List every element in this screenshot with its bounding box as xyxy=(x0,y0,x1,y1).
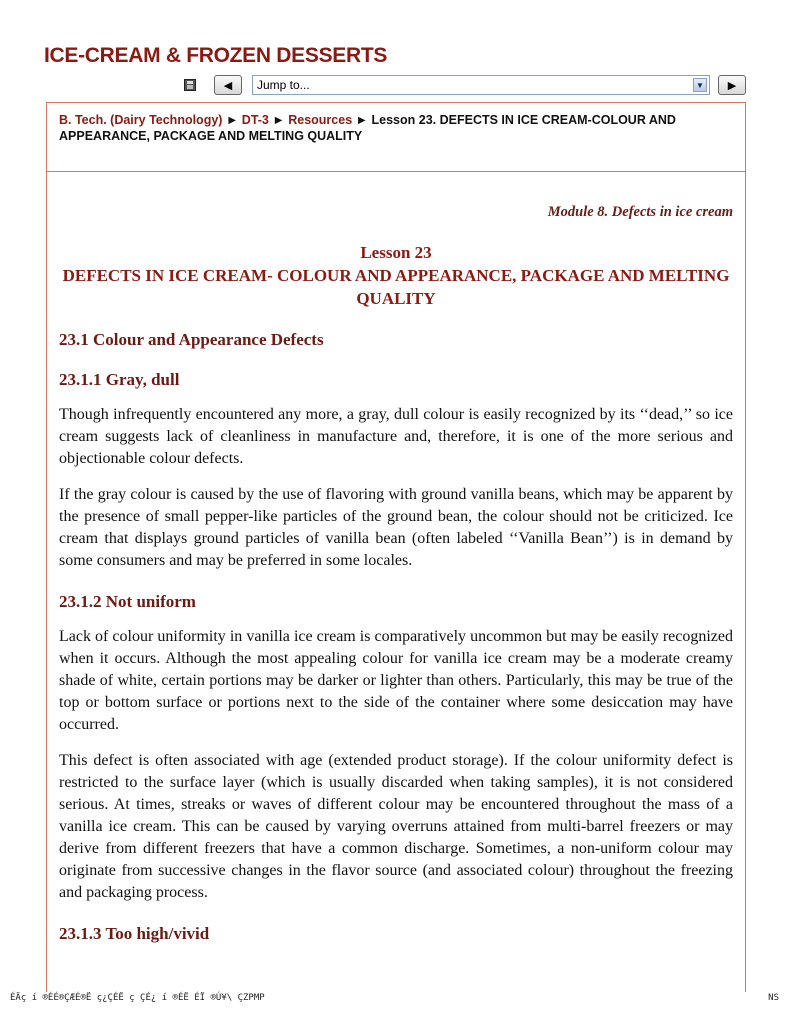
breadcrumb-current: Lesson 23. DEFECTS IN ICE CREAM-COLOUR AND APPEARANCE, PACKAGE AND MELTING QUALITY xyxy=(59,113,676,143)
lesson-content xyxy=(46,172,746,992)
subsection-heading: 23.1.3 Too high/vivid xyxy=(59,924,210,943)
paragraph: If the gray colour is caused by the use of flavoring with ground vanilla beans, which may be apparent by the presence of small pepper-like particles of the ground bean, the colour should not be criticized. Ice cream that displays ground particles of vanilla bean (often labeled ‘‘Vanilla Bean’’) is in demand by some consumers and may be preferred in some locales. xyxy=(59,486,733,569)
previous-button[interactable]: ◀ xyxy=(214,75,242,95)
print-footer-left: ÉÄç í ®ÉÉ®ÇÆÉ®Ë ç¿ÇÉË ç ÇÉ¿ í ®ÉË ÉÏ ®Ú¥\ ÇZPMP xyxy=(10,993,265,1003)
lesson-title: DEFECTS IN ICE CREAM- COLOUR AND APPEARANCE, PACKAGE AND MELTING QUALITY xyxy=(62,266,730,308)
paragraph: Though infrequently encountered any more, a gray, dull colour is easily recognized by its ‘‘dead,’’ so ice cream suggests lack of cleanliness in manufacture and, therefore, it is one of the more serious and objectionable colour defects. xyxy=(59,406,733,467)
breadcrumb-separator: ► xyxy=(225,113,239,127)
section-heading: 23.1 Colour and Appearance Defects xyxy=(59,330,324,349)
subsection-heading: 23.1.1 Gray, dull xyxy=(59,370,180,389)
paragraph: This defect is often associated with age (extended product storage). If the colour uniformity defect is restricted to the surface layer (which is usually discarded when taking samples), it is not considered serious. At times, streaks or waves of different colour may be encountered throughout the mass of a vanilla ice cream. This can be caused by varying overruns attained from multi-barrel freezers or may derive from different freezers that have a common discharge. Sometimes, a non-uniform colour may originate from successive changes in the flavor source (and associated colour) throughout the freezing and packaging process. xyxy=(59,752,733,901)
subsection-heading: 23.1.2 Not uniform xyxy=(59,592,196,611)
next-button[interactable]: ▶ xyxy=(718,75,746,95)
breadcrumb xyxy=(46,102,746,172)
breadcrumb-link-course[interactable]: B. Tech. (Dairy Technology) xyxy=(59,113,223,127)
breadcrumb-link-resources[interactable]: Resources xyxy=(288,113,353,127)
breadcrumb-separator: ► xyxy=(272,113,285,127)
lesson-heading xyxy=(59,241,733,310)
site-title: ICE-CREAM & FROZEN DESSERTS xyxy=(44,44,388,67)
chevron-down-icon[interactable]: ▼ xyxy=(693,78,707,92)
page-number: NS xyxy=(768,993,779,1003)
paragraph: Lack of colour uniformity in vanilla ice cream is comparatively uncommon but may be easily recognized when it occurs. Although the most appealing colour for vanilla ice cream may be a moderate creamy shade of white, certain portions may be darker or lighter than others. Particularly, this may be true of the top or bottom surface or portions next to the side of the container where some desiccation may have occurred. xyxy=(59,628,733,733)
jump-to-select[interactable] xyxy=(252,75,710,95)
breadcrumb-separator: ► xyxy=(355,113,369,127)
lesson-number: Lesson 23 xyxy=(360,243,432,262)
jump-to-value: Jump to... xyxy=(257,78,310,92)
module-label: Module 8. Defects in ice cream xyxy=(547,204,733,220)
print-footer xyxy=(10,993,779,1003)
breadcrumb-link-dt3[interactable]: DT-3 xyxy=(241,113,269,127)
save-icon[interactable] xyxy=(184,79,196,91)
